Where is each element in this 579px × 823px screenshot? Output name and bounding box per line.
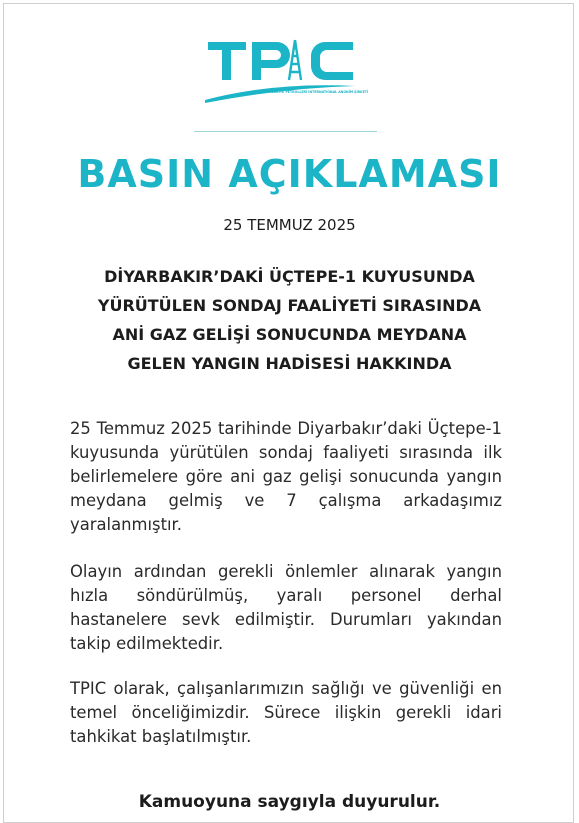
body-paragraph-3: TPIC olarak, çalışanlarımızın sağlığı ve güvenliği en temel önceliğimizdir. Sürece ilişkin gerekli idari tahkikat başlatılmıştır. [70, 679, 502, 746]
tpic-logo [203, 38, 369, 108]
closing-statement: Kamuoyuna saygıyla duyurulur. [138, 792, 441, 812]
tpic-logo-mark [203, 38, 363, 108]
header-divider [194, 131, 377, 132]
body-paragraph-1: 25 Temmuz 2025 tarihinde Diyarbakır’daki Üçtepe-1 kuyusunda yürütülen sondaj faaliyeti sırasında ilk belirlemelere göre ani gaz gelişi sonucunda yangın meydana gelmiş ve 7 çalışma arkadaşımız yaralanmıştır. [70, 419, 502, 534]
headline-line: DİYARBAKIR’DAKİ ÜÇTEPE-1 KUYUSUNDA [104, 267, 475, 286]
release-date: 25 TEMMUZ 2025 [223, 216, 356, 234]
page-title: BASIN AÇIKLAMASI [77, 152, 502, 196]
headline [40, 262, 539, 378]
headline-line: ANİ GAZ GELİŞİ SONUCUNDA MEYDANA [112, 325, 467, 344]
headline-line: YÜRÜTÜLEN SONDAJ FAALİYETİ SIRASINDA [97, 296, 482, 315]
body-paragraph-2: Olayın ardından gerekli önlemler alınarak yangın hızla söndürülmüş, yaralı personel derhal hastanelere sevk edilmiştir. Durumları yakından takip edilmektedir. [70, 562, 502, 653]
headline-line: GELEN YANGIN HADİSESİ HAKKINDA [127, 354, 452, 373]
logo-tagline: TÜRKİYE PETROLLERİ INTERNATIONAL ANONİM ŞİRKETİ [269, 90, 369, 94]
